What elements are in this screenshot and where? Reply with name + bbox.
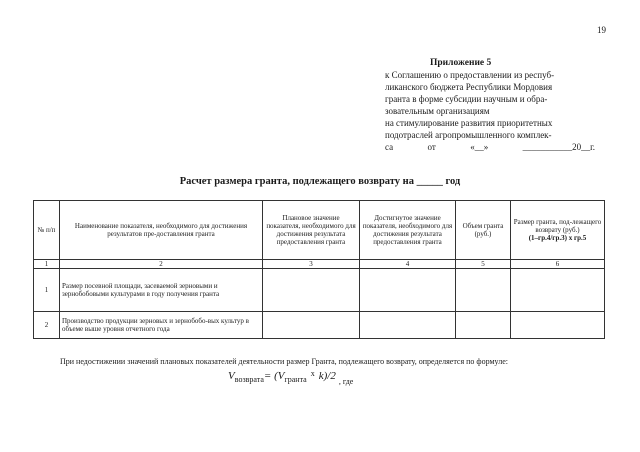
header-name: Наименование показателя, необходимого для достижения результатов пре-доставления гранта (60, 201, 263, 260)
table-header-row (34, 201, 605, 260)
appendix-date-part: «__» (470, 142, 489, 152)
formula-rest: k)/2 (318, 370, 336, 382)
table-row (34, 269, 605, 312)
formula-equals: = (V (263, 370, 285, 382)
formula-tail: , где (338, 377, 354, 386)
document-title: Расчет размера гранта, подлежащего возврату на _____ год (179, 176, 461, 187)
row-indicator-name: Размер посевной площади, засеваемой зерновыми и зернобобовыми культурами в году получения гранта (60, 269, 263, 312)
appendix-line: к Соглашению о предоставлении из респуб- (385, 70, 555, 80)
header-refund-formula: (1–гр.4/гр.3) х гр.5 (528, 234, 587, 242)
header-refund (511, 201, 605, 260)
row-planned-value (263, 312, 360, 339)
appendix-date-part: ___________20__г. (522, 142, 595, 152)
formula-note: При недостижении значений плановых показателей деятельности размер Гранта, подлежащего возврату, определяется по формуле: (60, 357, 508, 366)
table-row (34, 312, 605, 339)
formula-times: x (310, 369, 315, 378)
grant-table (33, 200, 605, 339)
row-refund-amount (511, 269, 605, 312)
header-refund-label: Размер гранта, под-лежащего возврату (руб.) (513, 218, 602, 234)
formula-subscript: возврата (234, 375, 264, 384)
row-achieved-value (360, 269, 456, 312)
appendix-line: зовательным организациям (385, 106, 490, 116)
appendix-line: на стимулирование развития приоритетных (385, 118, 553, 128)
row-num: 1 (34, 269, 60, 312)
column-number: 5 (456, 260, 511, 269)
appendix-line: гранта в форме субсидии научным и обра- (385, 94, 548, 104)
appendix-date-line (385, 142, 595, 152)
row-grant-volume (456, 312, 511, 339)
row-num: 2 (34, 312, 60, 339)
row-refund-amount (511, 312, 605, 339)
appendix-title: Приложение 5 (430, 58, 492, 68)
appendix-date-part: от (427, 142, 436, 152)
column-number-row (34, 260, 605, 269)
row-indicator-name: Производство продукции зерновых и зернобобо-вых культур в объеме выше уровня отчетного года (60, 312, 263, 339)
column-number: 3 (263, 260, 360, 269)
column-number: 4 (360, 260, 456, 269)
header-planned: Плановое значение показателя, необходимого для достижения результата предоставления гранта (263, 201, 360, 260)
column-number: 2 (60, 260, 263, 269)
row-grant-volume (456, 269, 511, 312)
header-num: № п/п (34, 201, 60, 260)
appendix-line: подотраслей агропромышленного комплек- (385, 130, 552, 140)
column-number: 1 (34, 260, 60, 269)
header-achieved: Достигнутое значение показателя, необходимого для достижения результата предоставления гранта (360, 201, 456, 260)
appendix-line: ликанского бюджета Республики Мордовия (385, 82, 553, 92)
page-number: 19 (597, 25, 606, 35)
row-planned-value (263, 269, 360, 312)
refund-formula (228, 369, 353, 386)
header-volume: Объем гранта (руб.) (456, 201, 511, 260)
formula-subscript: гранта (284, 375, 307, 384)
column-number: 6 (511, 260, 605, 269)
formula-v: V (228, 370, 235, 382)
appendix-date-part: са (385, 142, 394, 152)
row-achieved-value (360, 312, 456, 339)
